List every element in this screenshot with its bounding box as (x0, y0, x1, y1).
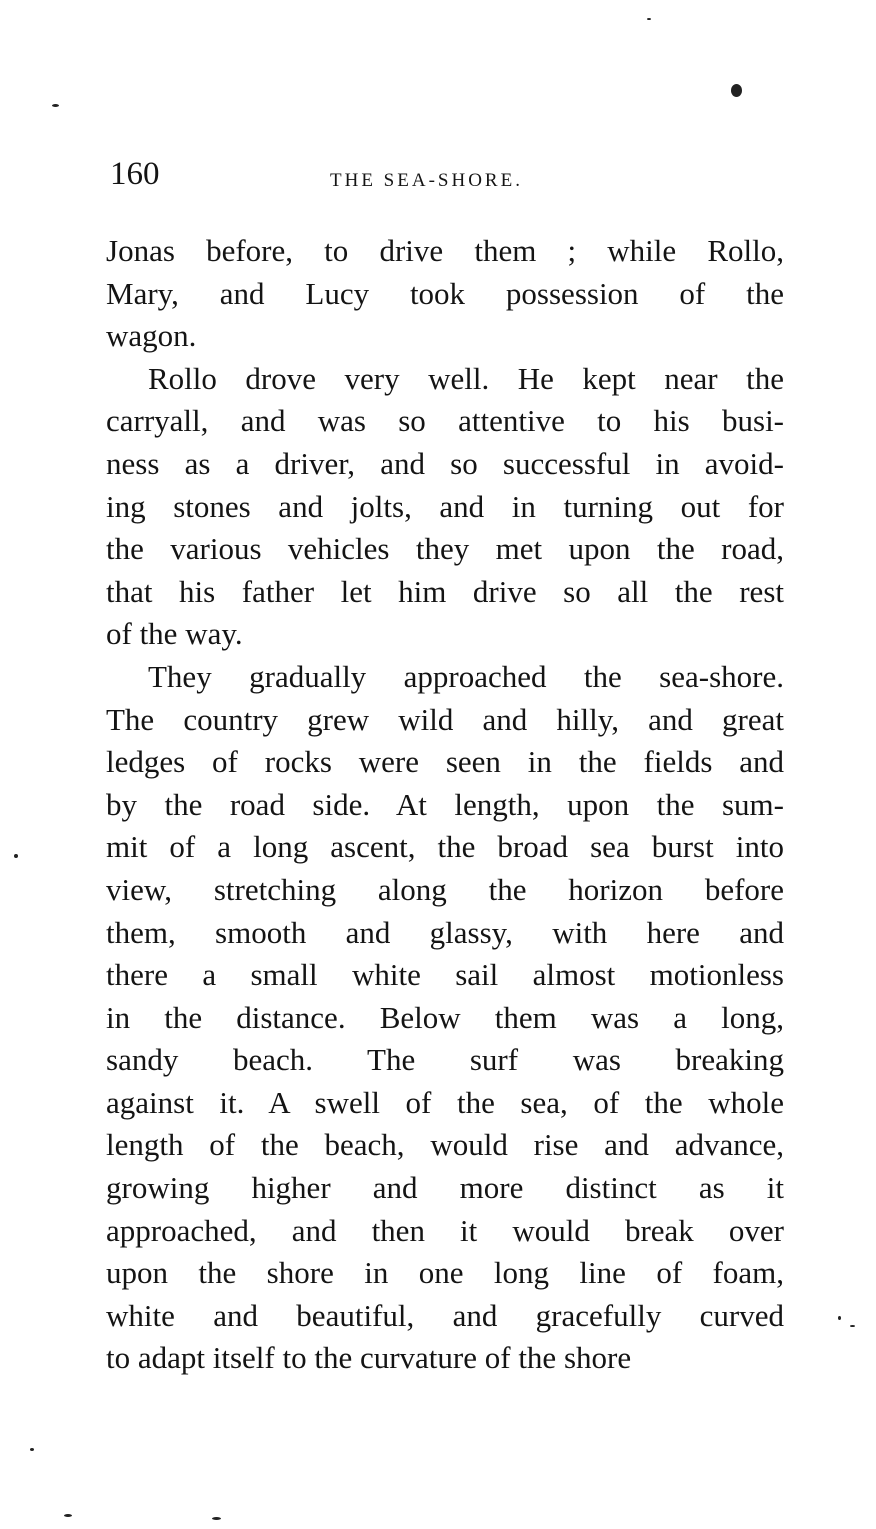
text-line: The country grew wild and hilly, and great (106, 701, 784, 737)
text-line: Rollo drove very well. He kept near the (148, 360, 784, 396)
ink-speck (52, 104, 59, 107)
body-text (106, 230, 784, 1380)
text-line: wagon. (106, 318, 197, 354)
text-line: sandy beach. The surf was breaking (106, 1042, 784, 1078)
text-line: Mary, and Lucy took possession of the (106, 275, 784, 311)
text-line: that his father let him drive so all the rest (106, 573, 784, 609)
text-line: carryall, and was so attentive to his busi- (106, 403, 784, 439)
text-line: them, smooth and glassy, with here and (106, 914, 784, 950)
text-line: ledges of rocks were seen in the fields and (106, 744, 784, 780)
ink-speck (731, 84, 742, 97)
ink-speck (14, 854, 18, 858)
ink-speck (64, 1514, 72, 1517)
text-line: length of the beach, would rise and advance, (106, 1127, 784, 1163)
text-line: growing higher and more distinct as it (106, 1170, 784, 1206)
text-line: the various vehicles they met upon the road, (106, 531, 784, 567)
text-line: Jonas before, to drive them ; while Rollo, (106, 233, 784, 268)
text-line: of the way. (106, 616, 243, 652)
ink-speck (647, 18, 651, 20)
text-line: ness as a driver, and so successful in avoid- (106, 445, 784, 481)
ink-speck (838, 1316, 841, 1320)
text-line: white and beautiful, and gracefully curved (106, 1297, 784, 1333)
text-line: there a small white sail almost motionless (106, 957, 784, 993)
ink-speck (850, 1325, 855, 1327)
text-line: view, stretching along the horizon before (106, 871, 784, 907)
text-line: upon the shore in one long line of foam, (106, 1255, 784, 1291)
text-line: against it. A swell of the sea, of the whole (106, 1084, 784, 1120)
text-line: to adapt itself to the curvature of the shore (106, 1340, 632, 1376)
text-line: in the distance. Below them was a long, (106, 999, 784, 1035)
text-line: ing stones and jolts, and in turning out for (106, 488, 784, 524)
ink-speck (30, 1448, 34, 1451)
running-title: THE SEA-SHORE. (330, 170, 523, 191)
text-line: mit of a long ascent, the broad sea burst into (106, 829, 784, 865)
text-line: approached, and then it would break over (106, 1212, 784, 1248)
page-header (110, 156, 790, 204)
page-number: 160 (110, 156, 160, 192)
text-line: by the road side. At length, upon the sum- (106, 786, 784, 822)
text-line: They gradually approached the sea-shore. (148, 658, 784, 694)
ink-speck (212, 1517, 221, 1520)
